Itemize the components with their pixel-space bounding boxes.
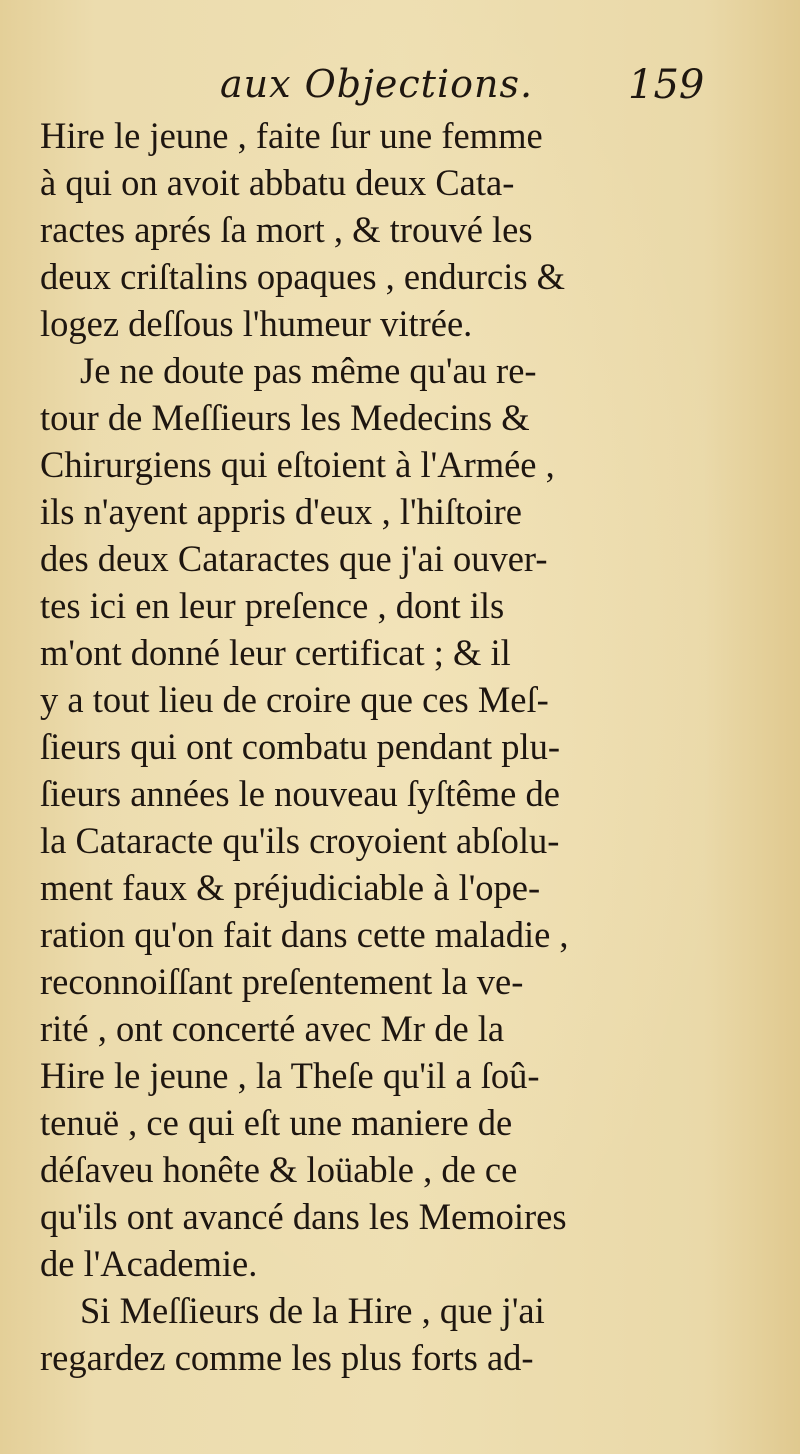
- page-number: 159: [628, 62, 705, 108]
- text-line: regardez comme les plus forts ad-: [40, 1337, 534, 1378]
- text-line: m'ont donné leur certificat ; & il: [40, 632, 511, 673]
- text-line: ment faux & préjudiciable à l'ope-: [40, 867, 541, 908]
- text-line: des deux Cataractes que j'ai ouver-: [40, 538, 548, 579]
- paragraph-start-line: Si Meſſieurs de la Hire , que j'ai: [80, 1290, 545, 1331]
- text-line: ſieurs qui ont combatu pendant plu-: [40, 726, 561, 767]
- text-line: à qui on avoit abbatu deux Cata-: [40, 162, 515, 203]
- text-line: ractes aprés ſa mort , & trouvé les: [40, 209, 533, 250]
- text-line: la Cataracte qu'ils croyoient abſolu-: [40, 820, 560, 861]
- text-line: deux criſtalins opaques , endurcis &: [40, 256, 566, 297]
- text-line: tour de Meſſieurs les Medecins &: [40, 397, 530, 438]
- text-line: qu'ils ont avancé dans les Memoires: [40, 1196, 567, 1237]
- text-line: ils n'ayent appris d'eux , l'hiſtoire: [40, 491, 522, 532]
- text-line: déſaveu honête & loüable , de ce: [40, 1149, 518, 1190]
- text-line: ſieurs années le nouveau ſyſtême de: [40, 773, 560, 814]
- text-line: Hire le jeune , faite ſur une femme: [40, 115, 543, 156]
- text-line: tenuë , ce qui eſt une maniere de: [40, 1102, 513, 1143]
- text-line: de l'Academie.: [40, 1243, 258, 1284]
- text-line: y a tout lieu de croire que ces Meſ-: [40, 679, 549, 720]
- paragraph-start-line: Je ne doute pas même qu'au re-: [80, 350, 537, 391]
- text-line: tes ici en leur preſence , dont ils: [40, 585, 505, 626]
- body-text: [40, 112, 740, 1381]
- running-head: aux Objections.: [220, 62, 534, 106]
- text-line: ration qu'on fait dans cette maladie ,: [40, 914, 569, 955]
- text-line: reconnoiſſant preſentement la ve-: [40, 961, 524, 1002]
- text-line: logez deſſous l'humeur vitrée.: [40, 303, 473, 344]
- text-line: Hire le jeune , la Theſe qu'il a ſoû-: [40, 1055, 540, 1096]
- page-header: [0, 62, 800, 112]
- text-line: Chirurgiens qui eſtoient à l'Armée ,: [40, 444, 555, 485]
- text-line: rité , ont concerté avec Mr de la: [40, 1008, 505, 1049]
